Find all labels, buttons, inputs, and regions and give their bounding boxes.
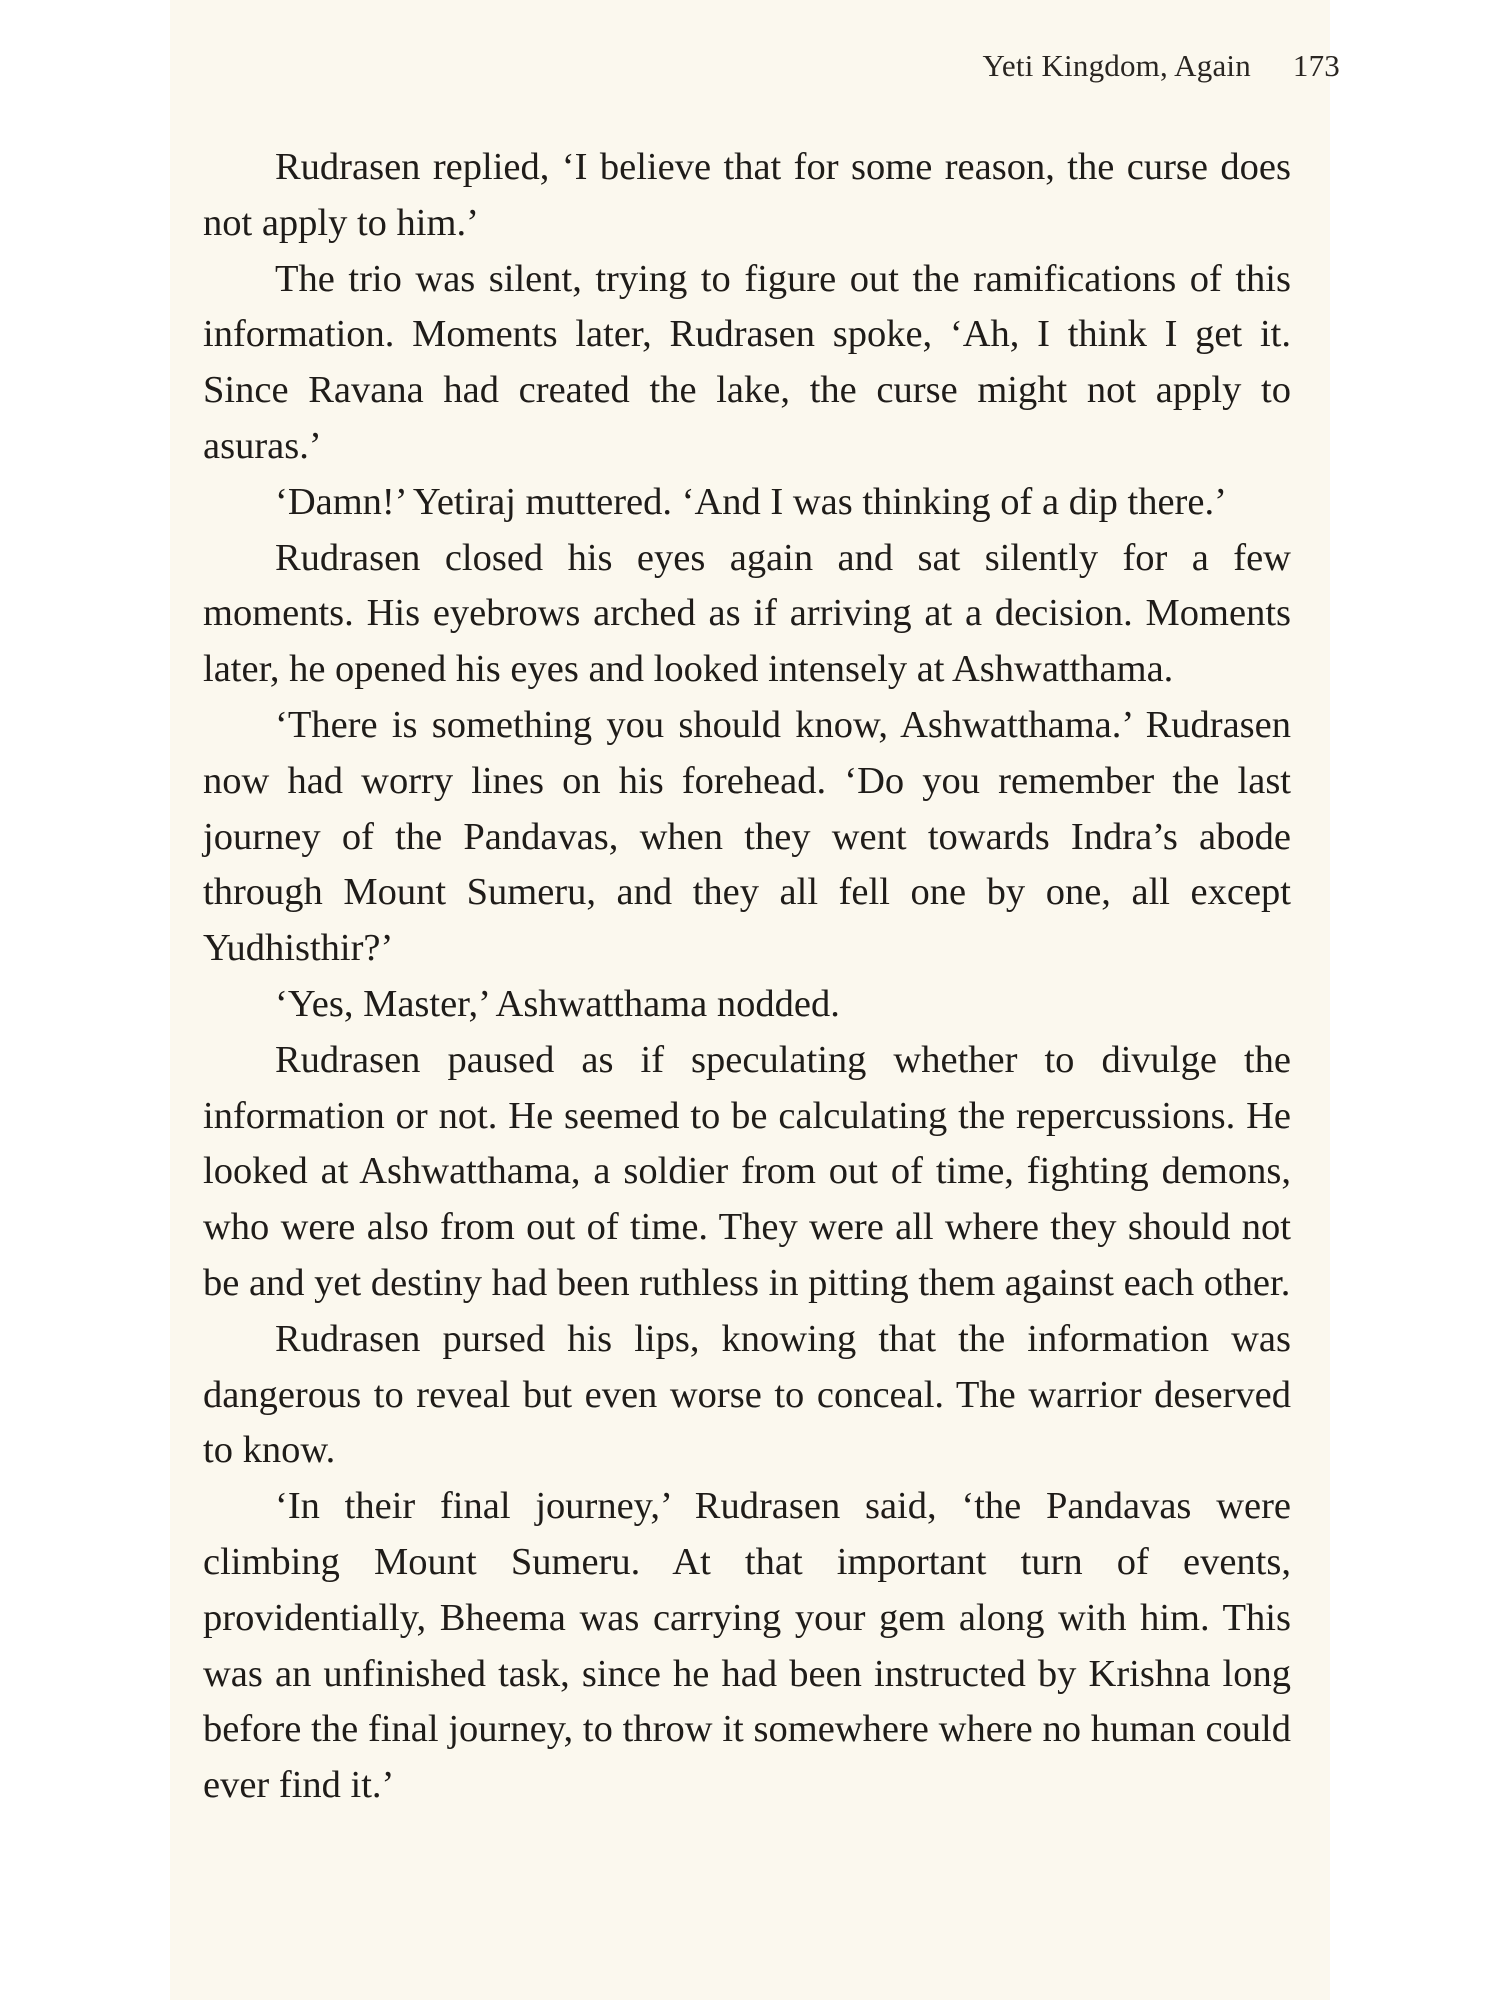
running-header: [982, 48, 1340, 84]
paragraph: Rudrasen closed his eyes again and sat silently for a few moments. His eyebrows arched as if arriving at a decision. Moments later, he opened his eyes and looked intensely at Ashwatthama.: [203, 536, 1291, 691]
paragraph: ‘There is something you should know, Ashwatthama.’ Rudrasen now had worry lines on his forehead. ‘Do you remember the last journey of the Pandavas, when they went towards Indra’s abode through Mount Sumeru, and they all fell one by one, all except Yudhisthir?’: [203, 703, 1291, 970]
paragraph: Rudrasen paused as if speculating whether to divulge the information or not. He seemed to be calculating the repercussions. He looked at Ashwatthama, a soldier from out of time, fighting demons, who were also from out of time. They were all where they should not be and yet destiny had been ruthless in pitting them against each other.: [203, 1038, 1291, 1304]
chapter-title: Yeti Kingdom, Again: [982, 48, 1251, 83]
paragraph: ‘Yes, Master,’ Ashwatthama nodded.: [275, 982, 840, 1025]
paragraph: Rudrasen pursed his lips, knowing that the information was dangerous to reveal but even worse to conceal. The warrior deserved to know.: [203, 1317, 1291, 1472]
paragraph: ‘In their final journey,’ Rudrasen said, ‘the Pandavas were climbing Mount Sumeru. At that important turn of events, providentially, Bheema was carrying your gem along with him. This was an unfinished task, since he had been instructed by Krishna long before the final journey, to throw it somewhere where no human could ever find it.’: [203, 1485, 1291, 1807]
paragraph: ‘Damn!’ Yetiraj muttered. ‘And I was thinking of a dip there.’: [275, 480, 1227, 523]
paragraph: The trio was silent, trying to figure out the ramifications of this information. Moments later, Rudrasen spoke, ‘Ah, I think I get it. Since Ravana had created the lake, the curse might not apply to asuras.’: [203, 257, 1291, 467]
paragraph: Rudrasen replied, ‘I believe that for some reason, the curse does not apply to him.’: [203, 146, 1291, 244]
page-number: 173: [1292, 48, 1340, 83]
body-text: [203, 140, 1291, 1814]
